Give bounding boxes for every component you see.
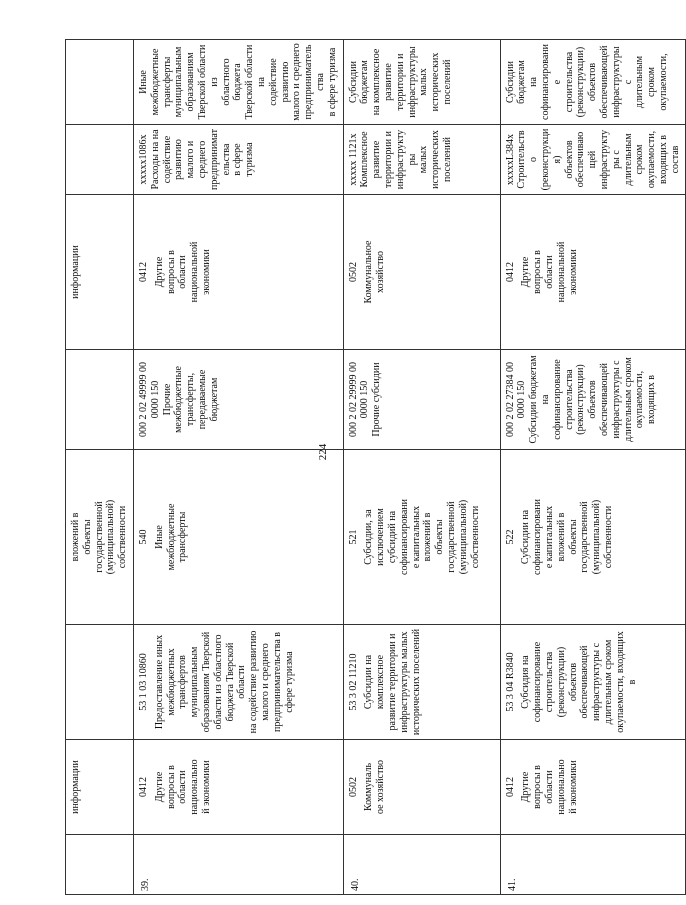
section2-cell-line: национальной (555, 241, 567, 303)
code-cell-line: предпринимательства (208, 129, 232, 190)
program-cell-line: 53 3 02 11210 (347, 653, 359, 711)
section2-cell-line: Коммунальное (363, 240, 375, 304)
section2-cell-line: экономики (567, 249, 579, 295)
section2-cell-line: экономики (200, 249, 212, 295)
code-cell-line: территории и (382, 131, 394, 188)
code-cell-line: окупаемости, (646, 130, 658, 189)
program-cell-line: инфраструктуры малых (398, 631, 410, 733)
section2-cell-line: области (543, 255, 555, 289)
section-cell (500, 740, 686, 835)
kvr-cell-line: объекты (567, 519, 579, 555)
name-cell-line: содействие развитию (267, 58, 291, 106)
kvr-cell-line: государственной (445, 501, 457, 573)
kbk-cell (133, 350, 343, 450)
kbk-cell-line: длительным сроком (622, 357, 634, 442)
code-cell-line: xxxxx1086x (137, 134, 149, 185)
header-cell-num (66, 835, 134, 895)
name-cell-line: развитие территории и (382, 53, 406, 111)
section-cell-line: Другие (153, 771, 165, 803)
kvr-cell-line: Субсидии на (520, 509, 532, 565)
section-cell-line: й экономики (567, 760, 579, 814)
program-cell-line: области из областного (212, 634, 224, 730)
header-kvr-line: вложений в (70, 512, 81, 562)
name-cell-line: образованиям (185, 52, 197, 112)
kvr-cell-line: объекты (434, 519, 446, 555)
kbk-cell (500, 350, 686, 450)
section2-cell-line: хозяйство (375, 251, 387, 293)
kvr-cell-line: собственности (602, 505, 614, 569)
kbk-cell (343, 350, 500, 450)
header-kvr-line: объекты (81, 519, 93, 555)
header-cell-program (66, 625, 134, 740)
kvr-cell-line: Иные (153, 525, 165, 549)
program-cell-line: исторических поселений (410, 628, 422, 736)
name-cell-line: инфраструктуры (406, 46, 418, 118)
header-cell-extra (66, 40, 134, 125)
code-cell-line: длительным сроком (622, 133, 646, 186)
code-cell (133, 125, 343, 195)
section2-cell (500, 195, 686, 350)
name-cell-line: Субсидии бюджетам (504, 60, 528, 104)
kbk-cell-line: 000 2 02 49999 00 0000 150 (137, 362, 161, 437)
section2-cell-line: 0502 (347, 262, 359, 282)
kbk-cell-line: инфраструктуры с (610, 360, 622, 439)
kvr-cell-line: исключением (375, 508, 387, 566)
name-cell (343, 40, 500, 125)
program-cell-line: образованиям Тверской (200, 631, 212, 733)
section2-cell-line: вопросы в (532, 250, 544, 294)
code-cell-line: xxxxxL384x (504, 133, 516, 186)
code-cell-line: (реконструкция) (539, 128, 563, 191)
code-cell-line: малого и среднего (185, 140, 208, 179)
name-cell-line: окупаемости, (657, 53, 669, 111)
section2-cell-line: Другие (520, 256, 532, 288)
section2-cell-line: области (177, 255, 189, 289)
name-cell-line: малых исторических (418, 52, 442, 112)
program-cell-line: предпринимательства в (271, 632, 283, 733)
name-cell-line: объектов (587, 62, 599, 102)
name-cell-line: (реконструкции) (575, 46, 587, 118)
name-cell-line: областного бюджета (220, 58, 244, 106)
header-cell-kvr (66, 450, 134, 625)
row-number: 39. (133, 835, 343, 895)
section-cell-line: 0412 (504, 777, 516, 797)
code-cell-line: Строительство (516, 130, 540, 189)
kvr-cell (343, 450, 500, 625)
program-cell-line: бюджета Тверской области (224, 642, 248, 722)
kvr-cell-line: софинансировани (532, 499, 544, 575)
section-cell (133, 740, 343, 835)
name-cell-line: муниципальным (173, 46, 185, 118)
code-cell-line: инфраструктуры (394, 129, 418, 190)
kvr-cell-line: софинансировани (398, 499, 410, 575)
budget-table (65, 39, 686, 895)
code-cell-line: в сфере туризма (232, 142, 256, 177)
section-cell-line: Коммуналь (363, 762, 375, 812)
kvr-cell-line: межбюджетные (165, 503, 177, 571)
kvr-cell-line: (муниципальной) (457, 499, 469, 575)
table-row (343, 40, 500, 895)
kvr-cell-line: 521 (347, 529, 359, 545)
kvr-cell-line: трансферты (177, 511, 189, 563)
program-cell-line: Субсидия на (520, 655, 532, 709)
program-cell-line: софинансирование (532, 641, 544, 723)
code-cell-line: входящих в состав (657, 135, 681, 185)
table-row (500, 40, 686, 895)
program-cell-line: длительным сроком (602, 639, 614, 725)
kbk-cell-line: Субсидии бюджетам на (528, 355, 551, 444)
code-cell-line: xxxxx 1121x (347, 133, 359, 186)
section-cell-line: ое хозяйство (375, 759, 387, 815)
kbk-cell-line: Прочие субсидии (371, 362, 383, 437)
program-cell-line: обеспечивающей (579, 645, 591, 719)
section-cell-line: вопросы в (165, 765, 177, 809)
program-cell-line: сфере туризма (283, 651, 295, 713)
kvr-cell (133, 450, 343, 625)
section-cell-line: 0412 (137, 777, 149, 797)
code-cell-line: Расходы на на (149, 129, 161, 190)
kvr-cell-line: е капитальных (410, 505, 422, 569)
kvr-cell-line: вложений в (555, 512, 567, 562)
section2-cell-line: вопросы в (165, 250, 177, 294)
header-kvr-line: (муниципальной) (105, 499, 117, 575)
name-cell-line: на комплексное (371, 48, 383, 116)
section-cell-line: области (177, 770, 189, 804)
rotated-table-container (65, 40, 681, 895)
kbk-cell-line: 000 2 02 29999 00 0000 150 (347, 362, 371, 437)
code-cell-line: обеспечивающей (575, 131, 599, 188)
kvr-cell-line: вложений в (422, 512, 434, 562)
name-cell-line: Тверской области на (244, 44, 267, 120)
program-cell-line: межбюджетных (165, 648, 177, 716)
program-cell-line: на содействие развитию (248, 630, 260, 734)
program-cell-line: инфраструктуры с (591, 642, 603, 722)
section2-cell (133, 195, 343, 350)
kbk-cell-line: бюджетам (208, 377, 220, 422)
program-cell-line: строительства (543, 651, 555, 713)
program-cell-line: Предоставление иных (153, 634, 165, 730)
code-cell-line: объектов (563, 140, 575, 179)
section-cell-line: вопросы в (532, 765, 544, 809)
name-cell-line: Тверской области из (196, 44, 220, 120)
name-cell (133, 40, 343, 125)
kvr-cell-line: собственности (469, 505, 481, 569)
program-cell-line: Субсидии на комплексное (363, 654, 387, 710)
name-cell-line: в сфере туризма (326, 47, 338, 117)
name-cell (500, 40, 686, 125)
section-cell-line: 0502 (347, 777, 359, 797)
header-cell-target (66, 125, 134, 195)
program-cell-line: муниципальным (189, 646, 201, 718)
kbk-cell-line: софинансирование (551, 359, 563, 440)
section-cell-line: й экономики (200, 760, 212, 814)
program-cell-line: трансфертов (177, 655, 189, 709)
program-cell (500, 625, 686, 740)
code-cell-line: инфраструктуры с (598, 129, 622, 190)
name-cell-line: трансферты (161, 56, 173, 108)
name-cell-line: Иные межбюджетные (137, 48, 161, 116)
program-cell-line: малого и среднего (259, 643, 271, 721)
program-cell-line: развитие территории и (386, 633, 398, 731)
header-row (66, 40, 134, 895)
kbk-cell-line: 000 2 02 27384 00 0000 150 (504, 362, 528, 437)
name-cell-line: малого и среднего (291, 43, 303, 121)
code-cell-line: малых исторических (418, 130, 442, 189)
kvr-cell-line: (муниципальной) (591, 499, 603, 575)
name-cell-line: предпринимательства (303, 44, 326, 120)
code-cell (343, 125, 500, 195)
header-cell-kbk (66, 350, 134, 450)
program-cell (133, 625, 343, 740)
row-number: 40. (343, 835, 500, 895)
header-cell-code2: информации (66, 195, 134, 350)
kbk-cell-line: Прочие межбюджетные (161, 366, 185, 433)
section2-cell-line: Другие (153, 256, 165, 288)
kvr-cell-line: субсидий на (386, 510, 398, 564)
code-cell-line: поселений (441, 136, 453, 183)
name-cell-line: обеспечивающей (598, 45, 610, 119)
program-cell-line: окупаемости, входящих в (614, 631, 638, 733)
section2-cell-line: национальной (189, 241, 201, 303)
row-number: 41. (500, 835, 686, 895)
page-number-text: 224 (317, 443, 329, 461)
kbk-cell-line: окупаемости, входящих в (634, 370, 658, 429)
name-cell-line: поселений (441, 59, 453, 105)
name-cell-line: длительным сроком (634, 55, 658, 109)
name-cell-line: инфраструктуры с (610, 46, 634, 118)
name-cell-line: Субсидии бюджетам (347, 60, 371, 104)
section-cell-line: национально (189, 759, 201, 815)
code-cell-line: содействие развитию (161, 135, 185, 184)
section-cell-line: области (543, 770, 555, 804)
name-cell-line: на софинансирование (528, 44, 563, 120)
header-kvr-line: государственной (93, 501, 105, 573)
code-cell-line: Комплексное развитие (359, 131, 383, 188)
section-cell-line: Другие (520, 771, 532, 803)
name-cell-line: строительства (563, 51, 575, 113)
program-cell-line: (реконструкции) объектов (555, 646, 579, 718)
program-cell (343, 625, 500, 740)
kvr-cell-line: Субсидии, за (363, 509, 375, 565)
kbk-cell-line: (реконструкции) объектов (575, 364, 599, 435)
kbk-cell-line: трансферты, передаваемые (185, 369, 208, 430)
kvr-cell (500, 450, 686, 625)
table-row (133, 40, 343, 895)
section-cell (343, 740, 500, 835)
code-cell (500, 125, 686, 195)
kbk-cell-line: строительства (563, 369, 575, 430)
program-cell-line: 53 1 03 10860 (137, 653, 149, 711)
section-cell-line: национально (555, 759, 567, 815)
kbk-cell-line: обеспечивающей (598, 363, 610, 436)
section2-cell-line: 0412 (137, 262, 149, 282)
section2-cell (343, 195, 500, 350)
section2-cell-line: 0412 (504, 262, 516, 282)
header-cell-code: информации (66, 740, 134, 835)
kvr-cell-line: государственной (579, 501, 591, 573)
program-cell-line: 53 3 04 R3840 (504, 652, 516, 712)
kvr-cell-line: 540 (137, 529, 149, 545)
header-kvr-line: собственности (117, 505, 129, 569)
kvr-cell-line: 522 (504, 529, 516, 545)
kvr-cell-line: е капитальных (543, 505, 555, 569)
